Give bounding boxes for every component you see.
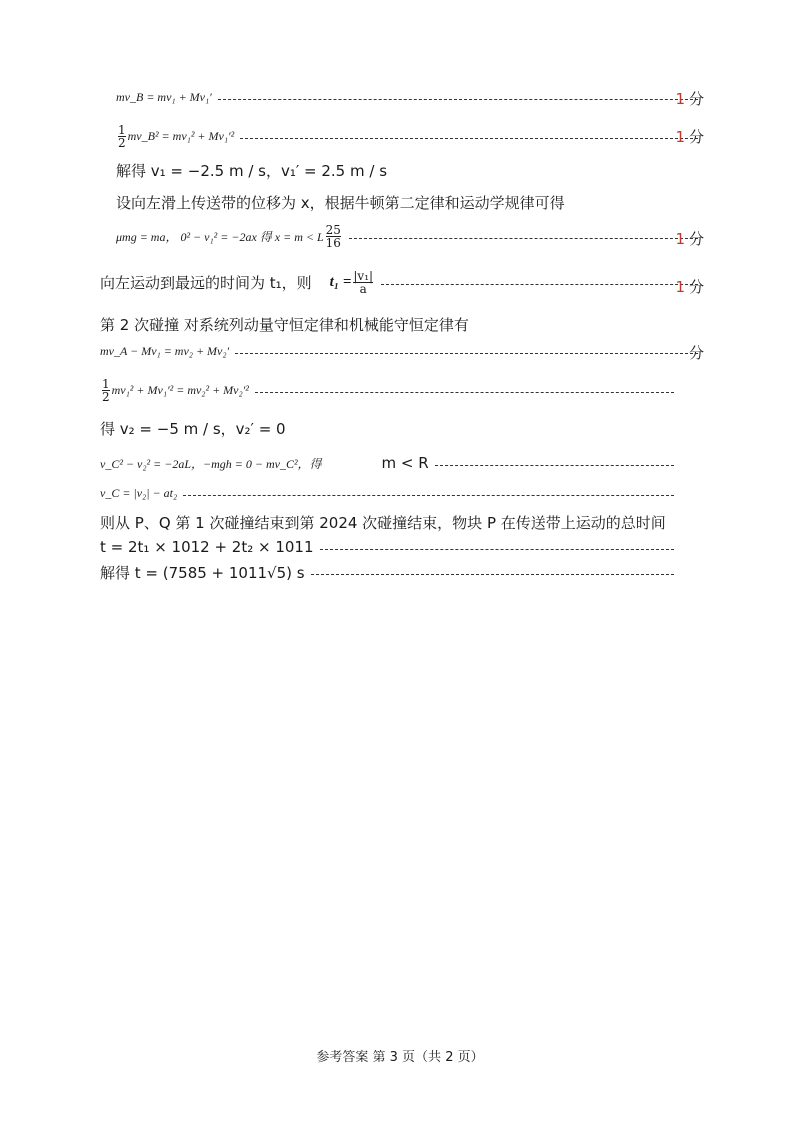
equation-text: v_C = |v₂| − at₂ [100,486,178,500]
dash-leader [240,138,698,139]
fraction: $\frac{\text{|v₁|}}{a}$ [353,269,374,296]
dash-leader [349,238,698,239]
text: 第 2 次碰撞 对系统列动量守恒定律和机械能守恒定律有 [100,316,469,334]
equation-text: mv_B = mv₁ + Mv₁′ [116,90,212,104]
equation-text: μmg = ma， 0² − v₁² = −2ax 得 x = m < L [116,230,324,244]
dash-leader [255,392,674,393]
dash-leader [381,284,698,285]
result-line-10 [100,418,704,439]
formula: t₁ = [329,274,352,290]
dash-leader [311,574,674,575]
text: 则从 P、Q 第 1 次碰撞结束到第 2024 次碰撞结束，物块 P 在传送带上运动的总时间 [100,514,666,532]
score-6: 1 分 [675,278,704,296]
dash-leader [218,99,698,100]
equation-line-14 [100,538,680,556]
result-line-3 [116,160,704,181]
equation-line-2 [116,124,704,149]
result-text: 解得 t = (7585 + 1011√5) s [100,564,305,582]
fraction-half: $\frac{1}{2}$ [102,377,110,404]
score-1: 1 分 [675,90,704,108]
score-8: 分 [688,344,704,362]
text-line-4 [116,192,704,213]
equation-line-8 [100,344,704,359]
equation-text: mv_A − Mv₁ = mv₂ + Mv₂′ [100,344,230,358]
equation-line-1 [116,90,704,105]
fraction: $\frac{25}{16}$ [325,223,341,250]
text-line-13 [100,512,704,533]
score-5: 1 分 [675,230,704,248]
equation-line-9 [100,378,680,403]
result-text: 得 v₂ = −5 m / s，v₂′ = 0 [100,420,286,438]
equation-text: v_C² − v₂² = −2aL，−mgh = 0 − mv_C²，得 [100,456,322,471]
equation-line-11 [100,454,680,472]
dash-leader [183,495,674,496]
dash-leader [235,353,698,354]
text-line-7 [100,314,704,335]
text-line-6 [100,270,704,295]
equation-line-12 [100,486,680,501]
equation-line-5 [116,224,704,249]
equation-tail: m < R [381,454,429,472]
dash-leader [435,465,674,466]
equation-text: t = 2t₁ × 1012 + 2t₂ × 1011 [100,538,314,556]
fraction-half: $\frac{1}{2}$ [118,123,126,150]
equation-text: mv₁² + Mv₁′² = mv₂² + Mv₂′² [111,383,249,397]
score-2: 1 分 [675,128,704,146]
dash-leader [320,549,674,550]
text: 设向左滑上传送带的位移为 x，根据牛顿第二定律和运动学规律可得 [116,194,565,212]
equation-text: mv_B² = mv₁² + Mv₁′² [127,129,235,143]
page-footer: 参考答案 第 3 页（共 2 页） [316,1050,484,1065]
result-text: 解得 v₁ = −2.5 m / s，v₁′ = 2.5 m / s [116,162,388,180]
text: 向左运动到最远的时间为 t₁，则 [100,274,312,292]
result-line-15 [100,562,680,583]
